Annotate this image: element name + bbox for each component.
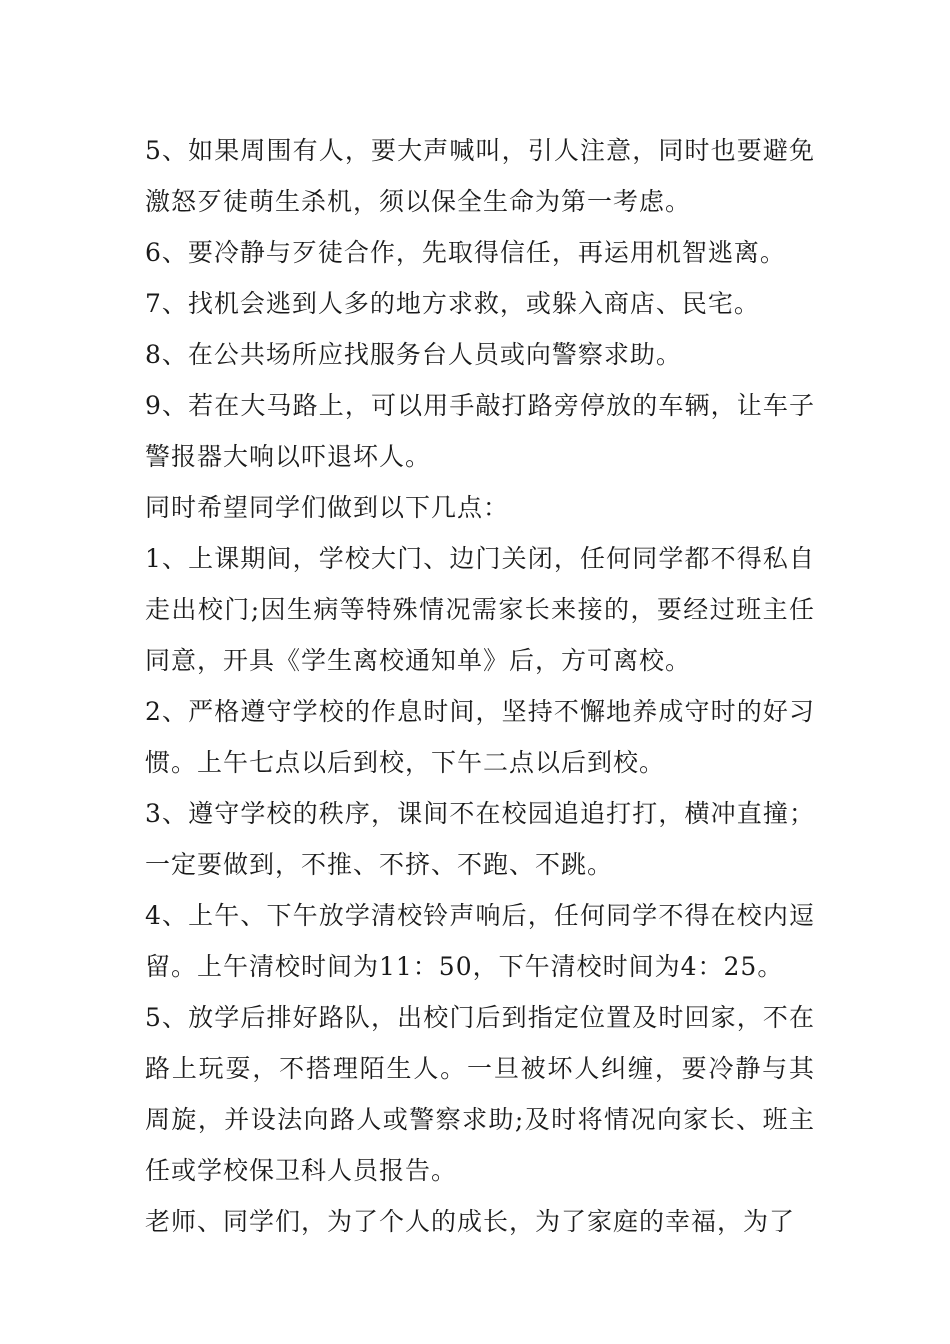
paragraph-item-5-stranger-shout: 5、如果周围有人，要大声喊叫，引人注意，同时也要避免激怒歹徒萌生杀机，须以保全生命为第一考虑。 <box>145 136 815 216</box>
paragraph-rule-5-after-school: 5、放学后排好路队，出校门后到指定位置及时回家，不在路上玩耍，不搭理陌生人。一旦被坏人纠缠，要冷静与其周旋，并设法向路人或警察求助;及时将情况向家长、班主任或学校保卫科人员报告。 <box>145 1003 815 1185</box>
paragraph-rule-1-school-gate: 1、上课期间，学校大门、边门关闭，任何同学都不得私自走出校门;因生病等特殊情况需家长来接的，要经过班主任同意，开具《学生离校通知单》后，方可离校。 <box>145 544 815 675</box>
paragraph-rule-4-clearance: 4、上午、下午放学清校铃声响后，任何同学不得在校内逗留。上午清校时间为11：50，下午清校时间为4：25。 <box>145 901 815 981</box>
paragraph-item-6-cooperate: 6、要冷静与歹徒合作，先取得信任，再运用机智逃离。 <box>145 238 786 267</box>
paragraph-rule-2-schedule: 2、严格遵守学校的作息时间，坚持不懈地养成守时的好习惯。上午七点以后到校，下午二点以后到校。 <box>145 697 815 777</box>
paragraph-item-7-escape-crowd: 7、找机会逃到人多的地方求救，或躲入商店、民宅。 <box>145 289 760 318</box>
paragraph-rule-3-order: 3、遵守学校的秩序，课间不在校园追追打打，横冲直撞；一定要做到，不推、不挤、不跑、不跳。 <box>145 799 815 879</box>
paragraph-section-intro: 同时希望同学们做到以下几点： <box>145 493 510 522</box>
document-body <box>145 125 815 1247</box>
paragraph-item-9-car-alarm: 9、若在大马路上，可以用手敲打路旁停放的车辆，让车子警报器大响以吓退坏人。 <box>145 391 815 471</box>
paragraph-item-8-public-help: 8、在公共场所应找服务台人员或向警察求助。 <box>145 340 682 369</box>
paragraph-closing: 老师、同学们，为了个人的成长，为了家庭的幸福，为了 <box>145 1207 796 1236</box>
